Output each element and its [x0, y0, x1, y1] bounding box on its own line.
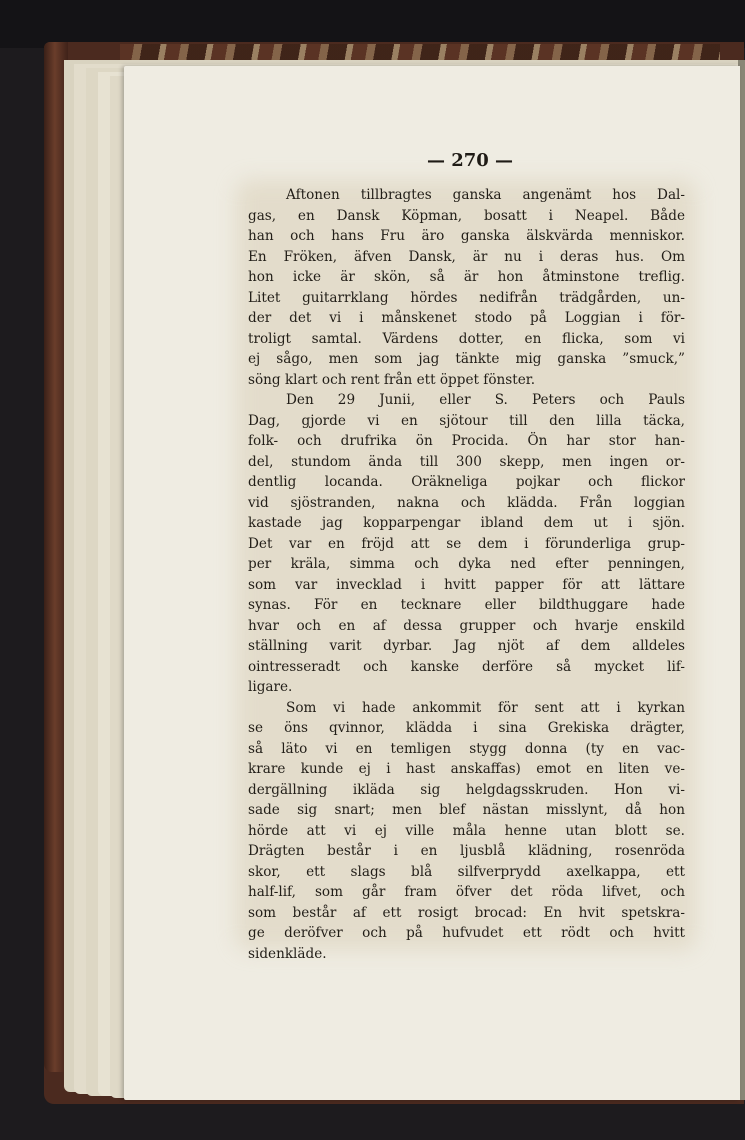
- text-line: Som vi hade ankommit för sent att i kyrkan: [286, 699, 685, 716]
- text-line: ge deröfver och på hufvudet ett rödt och hvitt: [248, 925, 685, 941]
- text-line: se öns qvinnor, klädda i sina Grekiska drägter,: [248, 720, 685, 736]
- text-line: dentlig locanda. Oräkneliga pojkar och flickor: [248, 474, 685, 490]
- text-line: vid sjöstranden, nakna och klädda. Från loggian: [248, 494, 685, 511]
- text-line: Dag, gjorde vi en sjötour till den lilla täcka,: [248, 412, 685, 429]
- background: [0, 0, 745, 48]
- text-line: synas. För en tecknare eller bildthuggare hade: [248, 597, 685, 613]
- text-line: skor, ett slags blå silfverprydd axelkappa, ett: [248, 863, 685, 880]
- text-line: del, stundom ända till 300 skepp, men ingen or-: [248, 453, 685, 470]
- text-line: Drägten består i en ljusblå klädning, rosenröda: [248, 843, 685, 859]
- text-line: som var invecklad i hvitt papper för att lättare: [248, 576, 685, 593]
- text-line: Det var en fröjd att se dem i förunderliga grup-: [248, 535, 685, 552]
- text-line: sade sig snart; men blef nästan misslynt, då hon: [248, 802, 685, 818]
- text-line: han och hans Fru äro ganska älskvärda menniskor.: [248, 228, 685, 244]
- text-line: hörde att vi ej ville måla henne utan blott se.: [248, 822, 685, 839]
- text-line: En Fröken, äfven Dansk, är nu i deras hus. Om: [248, 248, 685, 265]
- text-line: så läto vi en temligen stygg donna (ty en vac-: [248, 740, 685, 757]
- text-line: kastade jag kopparpengar ibland dem ut i sjön.: [248, 515, 685, 531]
- page-number: — 270 —: [426, 150, 514, 171]
- text-line: ej sågo, men som jag tänkte mig ganska ”smuck,”: [248, 351, 685, 367]
- text-line: der det vi i månskenet stodo på Loggian i för-: [248, 310, 685, 326]
- page-text: [248, 185, 685, 964]
- text-line: Litet guitarrklang hördes nedifrån trädgården, un-: [248, 289, 685, 306]
- text-line: sidenkläde.: [248, 945, 327, 962]
- text-line: Aftonen tillbragtes ganska angenämt hos Dal-: [286, 187, 685, 203]
- text-line: ligare.: [248, 679, 293, 695]
- text-line: krare kunde ej i hast anskaffas) emot en liten ve-: [248, 761, 685, 777]
- text-line: half-lif, som går fram öfver det röda lifvet, och: [248, 884, 685, 900]
- text-line: ställning varit dyrbar. Jag njöt af dem alldeles: [248, 638, 685, 654]
- text-line: gas, en Dansk Köpman, bosatt i Neapel. Både: [248, 207, 685, 224]
- text-line: hvar och en af dessa grupper och hvarje enskild: [248, 617, 685, 634]
- text-line: dergällning ikläda sig helgdagsskruden. Hon vi-: [248, 781, 685, 798]
- text-line: som består af ett rosigt brocad: En hvit spetskra-: [248, 904, 685, 921]
- text-line: troligt samtal. Värdens dotter, en flicka, som vi: [248, 330, 685, 347]
- text-line: söng klart och rent från ett öppet fönster.: [248, 371, 536, 388]
- text-line: ointresseradt och kanske derföre så mycket lif-: [248, 658, 685, 675]
- text-line: per kräla, simma och dyka ned efter penningen,: [248, 556, 685, 572]
- text-line: Den 29 Junii, eller S. Peters och Pauls: [286, 392, 685, 408]
- text-line: folk- och drufrika ön Procida. Ön har stor han-: [248, 433, 685, 449]
- text-line: hon icke är skön, så är hon åtminstone treflig.: [248, 269, 685, 285]
